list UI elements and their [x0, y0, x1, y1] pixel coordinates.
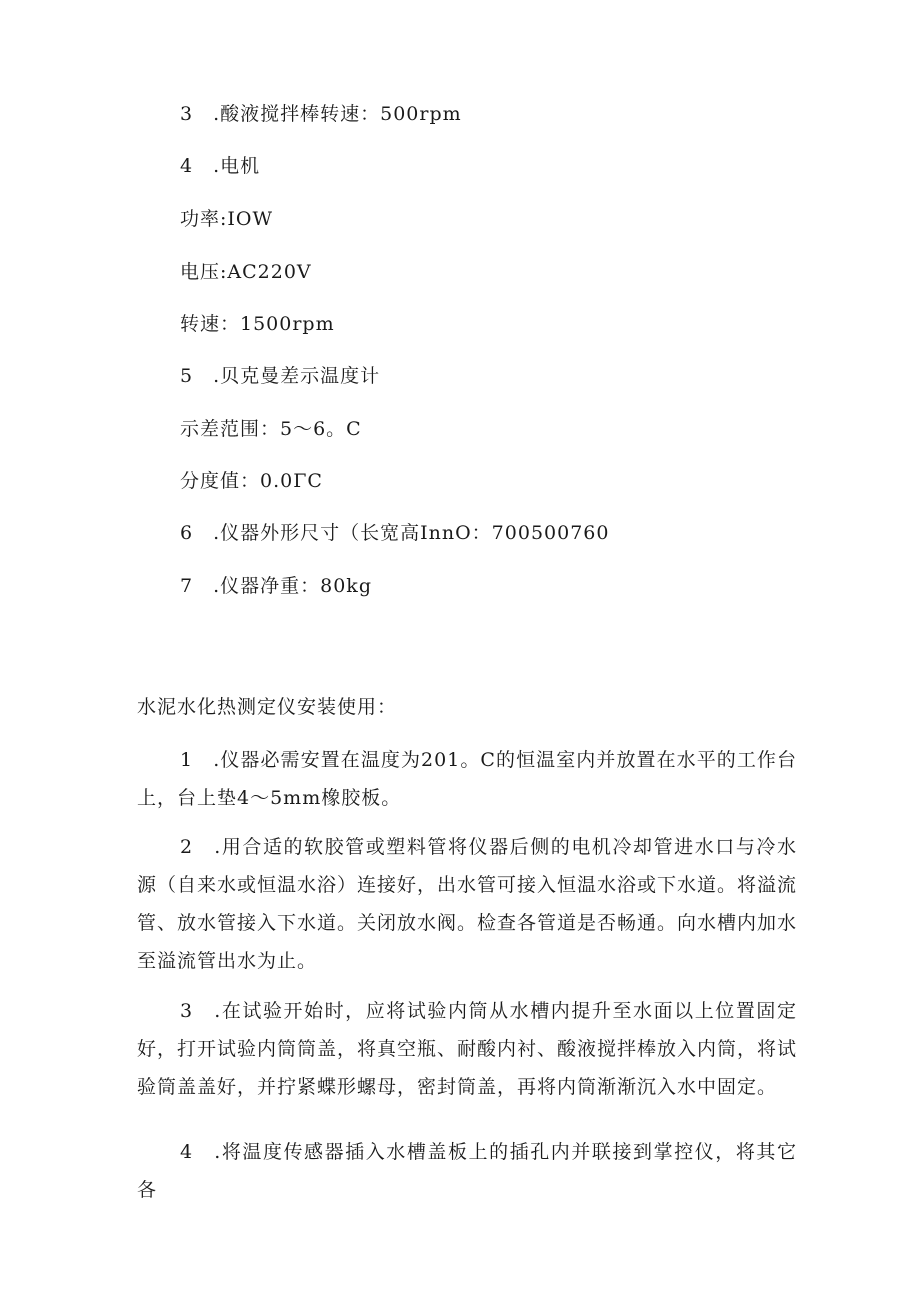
spec-item-motor: 4 .电机: [180, 155, 261, 177]
spec-thermometer-range: 示差范围：5～6。C: [180, 418, 362, 440]
install-step-3: 3 .在试验开始时，应将试验内筒从水槽内提升至水面以上位置固定好，打开试验内筒筒盖，将真空瓶、耐酸内衬、酸液搅拌棒放入内筒，将试验筒盖盖好，并拧紧蝶形螺母，密封筒盖，再将内筒渐渐沉入水中固定。: [137, 1000, 798, 1098]
spec-motor-speed: 转速：1500rpm: [180, 313, 335, 335]
spec-motor-power: 功率:IOW: [180, 208, 274, 230]
install-step-2: 2 .用合适的软胶管或塑料管将仪器后侧的电机冷却管进水口与冷水源（自来水或恒温水浴）连接好，出水管可接入恒温水浴或下水道。将溢流管、放水管接入下水道。关闭放水阀。检查各管道是否畅通。向水槽内加水至溢流管出水为止。: [137, 836, 798, 972]
spec-item-weight: 7 .仪器净重：80kg: [180, 575, 372, 597]
spec-item-dimensions: 6 .仪器外形尺寸（长宽高InnO：700500760: [180, 522, 610, 544]
spec-item-stirrer-speed: 3 .酸液搅拌棒转速：500rpm: [180, 103, 462, 125]
spec-motor-voltage: 电压:AC220V: [180, 261, 312, 283]
install-step-1: 1 .仪器必需安置在温度为201。C的恒温室内并放置在水平的工作台上，台上垫4～5mm橡胶板。: [137, 749, 797, 809]
spec-thermometer-division: 分度值：0.0ΓC: [180, 470, 323, 492]
section-heading: 水泥水化热测定仪安装使用：: [137, 696, 398, 718]
install-step-4: 4 .将温度传感器插入水槽盖板上的插孔内并联接到掌控仪，将其它各: [137, 1141, 797, 1201]
spec-item-thermometer: 5 .贝克曼差示温度计: [180, 365, 381, 387]
